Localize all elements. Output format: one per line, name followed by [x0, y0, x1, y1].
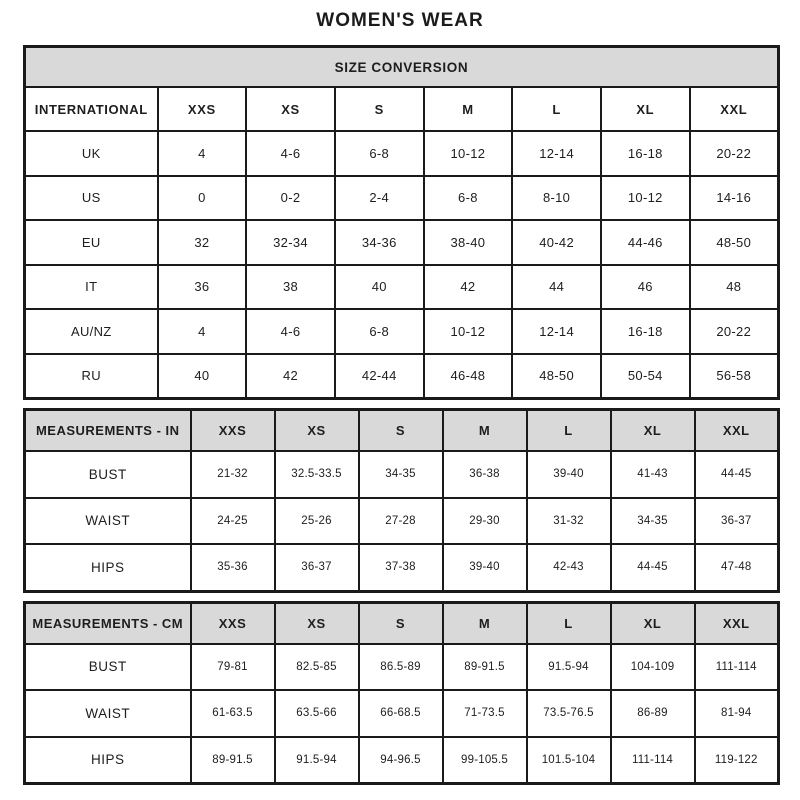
column-header-m: M [443, 410, 527, 452]
cell: 71-73.5 [443, 690, 527, 737]
cell: 39-40 [443, 544, 527, 591]
cell: 6-8 [335, 131, 424, 176]
table-row-ru [25, 354, 779, 399]
column-header-xxs: XXS [191, 602, 275, 644]
cell: 32.5-33.5 [275, 451, 359, 498]
cell: 81-94 [695, 690, 779, 737]
table-row-waist [25, 690, 779, 737]
row-label: WAIST [25, 690, 191, 737]
cell: 86.5-89 [359, 644, 443, 691]
cell: 89-91.5 [443, 644, 527, 691]
cell: 104-109 [611, 644, 695, 691]
column-header-xxl: XXL [695, 410, 779, 452]
cell: 41-43 [611, 451, 695, 498]
table-row-aunz [25, 309, 779, 354]
row-label: BUST [25, 644, 191, 691]
column-header-s: S [335, 87, 424, 131]
row-label: EU [25, 220, 158, 265]
cell: 31-32 [527, 498, 611, 545]
cell: 89-91.5 [191, 737, 275, 784]
table-row-it [25, 265, 779, 310]
column-header-row [25, 602, 779, 644]
row-label: HIPS [25, 737, 191, 784]
cell: 10-12 [601, 176, 690, 221]
cell: 10-12 [424, 309, 513, 354]
row-label: US [25, 176, 158, 221]
column-header-l: L [512, 87, 601, 131]
measurements-cm-title: MEASUREMENTS - CM [25, 602, 191, 644]
cell: 40 [335, 265, 424, 310]
cell: 12-14 [512, 309, 601, 354]
cell: 25-26 [275, 498, 359, 545]
row-label: IT [25, 265, 158, 310]
table-row-hips [25, 544, 779, 591]
cell: 16-18 [601, 309, 690, 354]
cell: 21-32 [191, 451, 275, 498]
cell: 37-38 [359, 544, 443, 591]
column-header-m: M [443, 602, 527, 644]
cell: 16-18 [601, 131, 690, 176]
row-label: WAIST [25, 498, 191, 545]
column-header-xs: XS [275, 410, 359, 452]
cell: 99-105.5 [443, 737, 527, 784]
cell: 111-114 [695, 644, 779, 691]
cell: 32 [158, 220, 247, 265]
table-row-bust [25, 451, 779, 498]
table-row-waist [25, 498, 779, 545]
column-header-row [25, 87, 779, 131]
table-row-eu [25, 220, 779, 265]
cell: 48-50 [512, 354, 601, 399]
column-header-xxl: XXL [690, 87, 779, 131]
table-row-us [25, 176, 779, 221]
column-header-l: L [527, 602, 611, 644]
cell: 0 [158, 176, 247, 221]
cell: 63.5-66 [275, 690, 359, 737]
size-conversion-table [23, 45, 780, 400]
cell: 4-6 [246, 309, 335, 354]
cell: 42-43 [527, 544, 611, 591]
measurements-in-table [23, 408, 780, 593]
cell: 44-45 [611, 544, 695, 591]
cell: 6-8 [424, 176, 513, 221]
column-header-xl: XL [611, 410, 695, 452]
cell: 44 [512, 265, 601, 310]
cell: 73.5-76.5 [527, 690, 611, 737]
cell: 61-63.5 [191, 690, 275, 737]
measurements-in-title: MEASUREMENTS - IN [25, 410, 191, 452]
measurements-cm-table [23, 601, 780, 786]
cell: 29-30 [443, 498, 527, 545]
column-header-xxs: XXS [191, 410, 275, 452]
column-header-row [25, 410, 779, 452]
cell: 38 [246, 265, 335, 310]
cell: 2-4 [335, 176, 424, 221]
row-label: UK [25, 131, 158, 176]
row-label: BUST [25, 451, 191, 498]
cell: 48 [690, 265, 779, 310]
column-header-s: S [359, 602, 443, 644]
table-banner-row [25, 47, 779, 88]
row-label: AU/NZ [25, 309, 158, 354]
column-header-xl: XL [601, 87, 690, 131]
cell: 36-37 [695, 498, 779, 545]
table-row-uk [25, 131, 779, 176]
table-row-hips [25, 737, 779, 784]
cell: 47-48 [695, 544, 779, 591]
cell: 42 [246, 354, 335, 399]
cell: 34-35 [611, 498, 695, 545]
cell: 44-46 [601, 220, 690, 265]
cell: 36-37 [275, 544, 359, 591]
cell: 20-22 [690, 131, 779, 176]
cell: 6-8 [335, 309, 424, 354]
column-header-m: M [424, 87, 513, 131]
cell: 91.5-94 [527, 644, 611, 691]
column-header-xs: XS [275, 602, 359, 644]
column-header-s: S [359, 410, 443, 452]
cell: 44-45 [695, 451, 779, 498]
cell: 42-44 [335, 354, 424, 399]
cell: 36 [158, 265, 247, 310]
cell: 4 [158, 309, 247, 354]
cell: 42 [424, 265, 513, 310]
cell: 27-28 [359, 498, 443, 545]
cell: 94-96.5 [359, 737, 443, 784]
cell: 39-40 [527, 451, 611, 498]
column-header-xs: XS [246, 87, 335, 131]
cell: 24-25 [191, 498, 275, 545]
cell: 34-36 [335, 220, 424, 265]
size-conversion-title: SIZE CONVERSION [25, 47, 779, 88]
cell: 82.5-85 [275, 644, 359, 691]
cell: 0-2 [246, 176, 335, 221]
page-title: WOMEN'S WEAR [316, 10, 484, 31]
cell: 91.5-94 [275, 737, 359, 784]
column-header-international: INTERNATIONAL [25, 87, 158, 131]
cell: 56-58 [690, 354, 779, 399]
cell: 20-22 [690, 309, 779, 354]
column-header-l: L [527, 410, 611, 452]
cell: 8-10 [512, 176, 601, 221]
cell: 66-68.5 [359, 690, 443, 737]
row-label: RU [25, 354, 158, 399]
cell: 12-14 [512, 131, 601, 176]
column-header-xl: XL [611, 602, 695, 644]
cell: 79-81 [191, 644, 275, 691]
table-row-bust [25, 644, 779, 691]
cell: 48-50 [690, 220, 779, 265]
cell: 4 [158, 131, 247, 176]
cell: 111-114 [611, 737, 695, 784]
cell: 46 [601, 265, 690, 310]
cell: 14-16 [690, 176, 779, 221]
cell: 40 [158, 354, 247, 399]
column-header-xxl: XXL [695, 602, 779, 644]
cell: 46-48 [424, 354, 513, 399]
column-header-xxs: XXS [158, 87, 247, 131]
cell: 119-122 [695, 737, 779, 784]
cell: 36-38 [443, 451, 527, 498]
cell: 38-40 [424, 220, 513, 265]
cell: 4-6 [246, 131, 335, 176]
cell: 10-12 [424, 131, 513, 176]
cell: 101.5-104 [527, 737, 611, 784]
cell: 32-34 [246, 220, 335, 265]
cell: 86-89 [611, 690, 695, 737]
cell: 40-42 [512, 220, 601, 265]
cell: 34-35 [359, 451, 443, 498]
cell: 50-54 [601, 354, 690, 399]
row-label: HIPS [25, 544, 191, 591]
cell: 35-36 [191, 544, 275, 591]
